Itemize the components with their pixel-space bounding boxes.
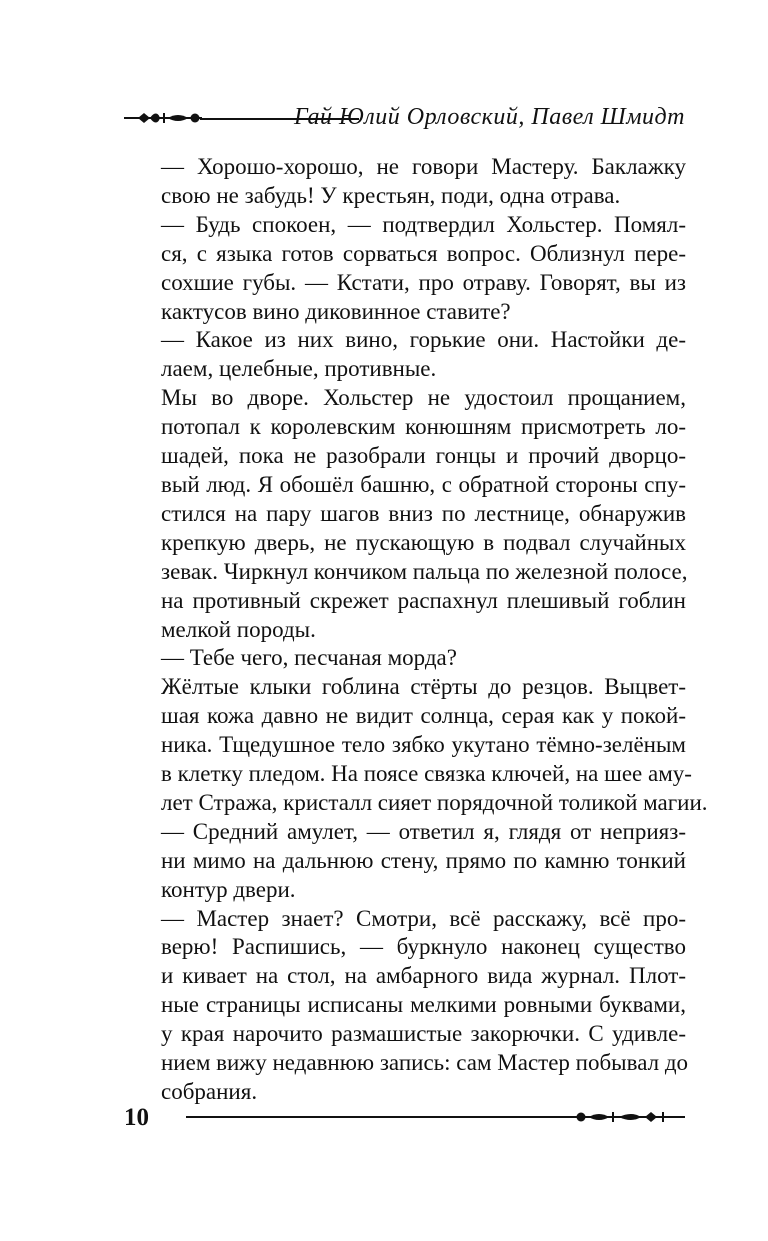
text-line: ся, с языка готов сорваться вопрос. Облизнул пере- [161, 240, 686, 266]
text-line: у края нарочито размашистые закорючки. С удивле- [161, 1021, 686, 1047]
text-line: вый люд. Я обошёл башню, с обратной стороны спу- [161, 471, 686, 497]
text-line: стился на пару шагов вниз по лестнице, обнаружив [161, 500, 686, 526]
paragraph [124, 644, 686, 673]
paragraph [124, 673, 708, 818]
text-line: шая кожа давно не видит солнца, серая как у покой- [161, 703, 686, 729]
running-header [124, 102, 685, 136]
text-line: ные страницы исписаны мелкими ровными буквами, [161, 992, 686, 1018]
paragraph [124, 905, 689, 1107]
text-line: Жёлтые клыки гоблина стёрты до резцов. Выцвет- [161, 674, 686, 700]
text-line: ни мимо на дальнюю стену, прямо по камню тонкий [161, 847, 686, 873]
text-line: верю! Распишись, — буркнуло наконец существо [161, 934, 686, 960]
text-line: — Какое из них вино, горькие они. Настойки де- [161, 327, 686, 353]
footer-rule [186, 1116, 575, 1118]
running-head-author: Гай Юлий Орловский, Павел Шмидт [293, 104, 685, 130]
paragraph [124, 818, 686, 905]
text-line: — Хорошо-хорошо, не говори Мастеру. Баклажку [161, 154, 686, 179]
text-line: — Средний амулет, — ответил я, глядя от неприяз- [161, 818, 686, 844]
text-line: мелкой породы. [161, 616, 316, 642]
text-line: собрания. [161, 1079, 258, 1104]
text-line: свою не забудь! У крестьян, поди, одна отрава. [161, 182, 621, 208]
text-line: Мы во дворе. Хольстер не удостоил прощанием, [161, 385, 686, 411]
body-text [124, 153, 708, 1107]
paragraph [124, 384, 686, 644]
text-line: лет Стража, кристалл сияет порядочной толикой магии. [161, 789, 708, 815]
text-line: крепкую дверь, не пускающую в подвал случайных [161, 529, 686, 555]
text-line: лаем, целебные, противные. [161, 356, 437, 382]
text-line: потопал к королевским конюшням присмотреть ло- [161, 414, 686, 440]
text-line: на противный скрежет распахнул плешивый гоблин [161, 587, 686, 613]
text-line: в клетку пледом. На поясе связка ключей, на шее аму- [161, 761, 692, 787]
paragraph [124, 153, 686, 211]
text-line: контур двери. [161, 876, 296, 902]
flourish-ornament-left [124, 110, 202, 126]
text-line: — Будь спокоен, — подтвердил Хольстер. Помял- [161, 211, 686, 237]
text-line: ника. Тщедушное тело зябко укутано тёмно-зелёным [161, 732, 686, 758]
flourish-ornament-right [573, 1109, 685, 1125]
text-line: и кивает на стол, на амбарного вида журнал. Плот- [161, 963, 686, 989]
paragraph [124, 211, 686, 327]
page-number: 10 [124, 1104, 149, 1131]
text-line: — Мастер знает? Смотри, всё расскажу, всё про- [161, 905, 686, 931]
text-line: сохшие губы. — Кстати, про отраву. Говорят, вы из [161, 269, 686, 295]
text-line: кактусов вино диковинное ставите? [161, 298, 511, 324]
text-line: — Тебе чего, песчаная морда? [161, 645, 457, 671]
paragraph [124, 326, 686, 384]
page-footer [124, 1102, 685, 1132]
text-line: шадей, пока не разобрали гонцы и прочий дворцо- [161, 443, 686, 469]
text-line: зевак. Чиркнул кончиком пальца по железной полосе, [161, 558, 688, 584]
text-line: нием вижу недавнюю запись: сам Мастер побывал до [161, 1050, 689, 1076]
